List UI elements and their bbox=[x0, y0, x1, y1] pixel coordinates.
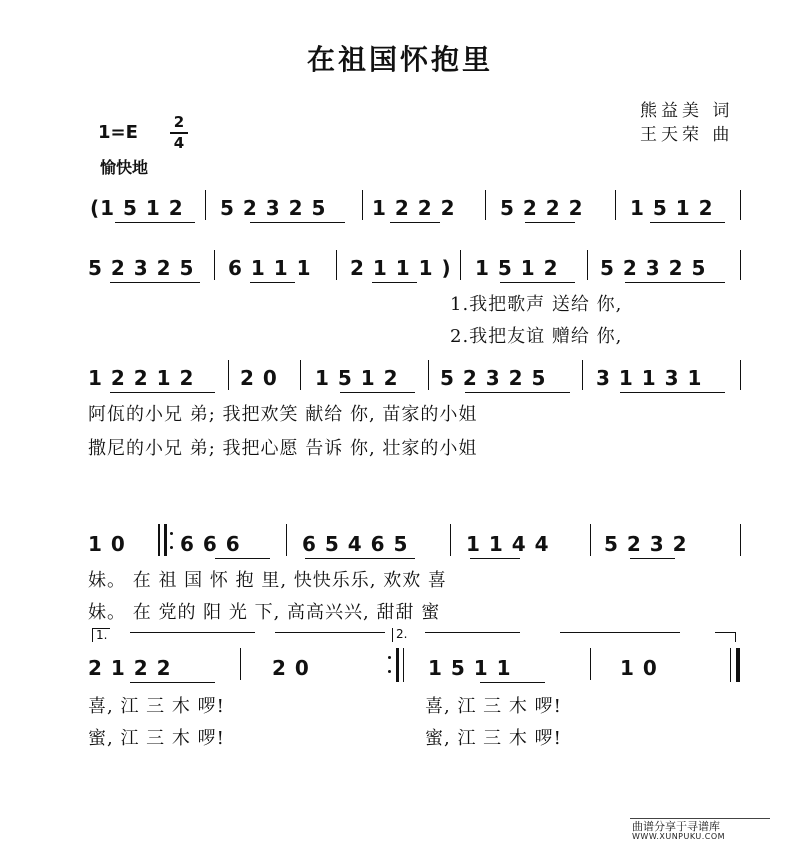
measure: 3 1 1 3 1 bbox=[596, 366, 703, 390]
key-signature: 1=E bbox=[98, 122, 138, 143]
measure: 1 0 bbox=[88, 532, 126, 556]
tempo-marking: 愉快地 bbox=[100, 158, 149, 177]
measure: 1 1 4 4 bbox=[466, 532, 550, 556]
time-signature bbox=[170, 114, 188, 152]
watermark-url: WWW.XUNPUKU.COM bbox=[632, 832, 726, 841]
volta-1-label: 1. bbox=[96, 628, 108, 642]
measure: 5 2 3 2 bbox=[604, 532, 688, 556]
lyric-volta2-verse-2: 蜜, 江 三 木 啰! bbox=[425, 728, 562, 749]
lyric-line-verse-2: 撒尼的小兄 弟; 我把心愿 告诉 你, 壮家的小姐 bbox=[88, 438, 478, 459]
measure: 5 2 3 2 5 bbox=[88, 256, 195, 280]
measure: 5 2 2 2 bbox=[500, 196, 584, 220]
lyric-volta1-verse-1: 喜, 江 三 木 啰! bbox=[88, 696, 225, 717]
watermark-text: 曲谱分享于寻谱库 bbox=[632, 820, 720, 833]
measure: 1 2 2 1 2 bbox=[88, 366, 195, 390]
measure: 6 5 4 6 5 bbox=[302, 532, 409, 556]
lyric-line-verse-1: 妹。 在 祖 国 怀 抱 里, 快快乐乐, 欢欢 喜 bbox=[88, 570, 447, 591]
composer-credit: 王天荣 曲 bbox=[640, 125, 734, 145]
score-title: 在祖国怀抱里 bbox=[306, 43, 493, 76]
measure: (1 5 1 2 bbox=[90, 196, 184, 220]
lyricist-credit: 熊益美 词 bbox=[640, 101, 734, 121]
lyric-line-verse-2: 2.我把友谊 赠给 你, bbox=[450, 326, 623, 347]
measure: 5 2 3 2 5 bbox=[600, 256, 707, 280]
measure: 5 2 3 2 5 bbox=[440, 366, 547, 390]
measure: 6 6 6 bbox=[180, 532, 241, 556]
measure: 2 1 1 1 ) bbox=[350, 256, 452, 280]
measure: 5 2 3 2 5 bbox=[220, 196, 327, 220]
volta-2-label: 2. bbox=[396, 627, 408, 641]
lyric-line-verse-1: 1.我把歌声 送给 你, bbox=[450, 294, 623, 315]
time-numerator: 2 bbox=[173, 113, 185, 131]
lyric-line-verse-1: 阿佤的小兄 弟; 我把欢笑 献给 你, 苗家的小姐 bbox=[88, 404, 478, 425]
measure: 1 5 1 2 bbox=[475, 256, 559, 280]
time-denominator: 4 bbox=[173, 134, 185, 152]
measure: 2 0 bbox=[272, 656, 310, 680]
measure: 1 2 2 2 bbox=[372, 196, 456, 220]
measure: 2 1 2 2 bbox=[88, 656, 172, 680]
measure: 1 5 1 2 bbox=[630, 196, 714, 220]
measure: 1 5 1 1 bbox=[428, 656, 512, 680]
measure: 2 0 bbox=[240, 366, 278, 390]
measure: 1 0 bbox=[620, 656, 658, 680]
lyric-volta1-verse-2: 蜜, 江 三 木 啰! bbox=[88, 728, 225, 749]
lyric-line-verse-2: 妹。 在 党的 阳 光 下, 高高兴兴, 甜甜 蜜 bbox=[88, 602, 441, 623]
measure: 6 1 1 1 bbox=[228, 256, 312, 280]
lyric-volta2-verse-1: 喜, 江 三 木 啰! bbox=[425, 696, 562, 717]
measure: 1 5 1 2 bbox=[315, 366, 399, 390]
